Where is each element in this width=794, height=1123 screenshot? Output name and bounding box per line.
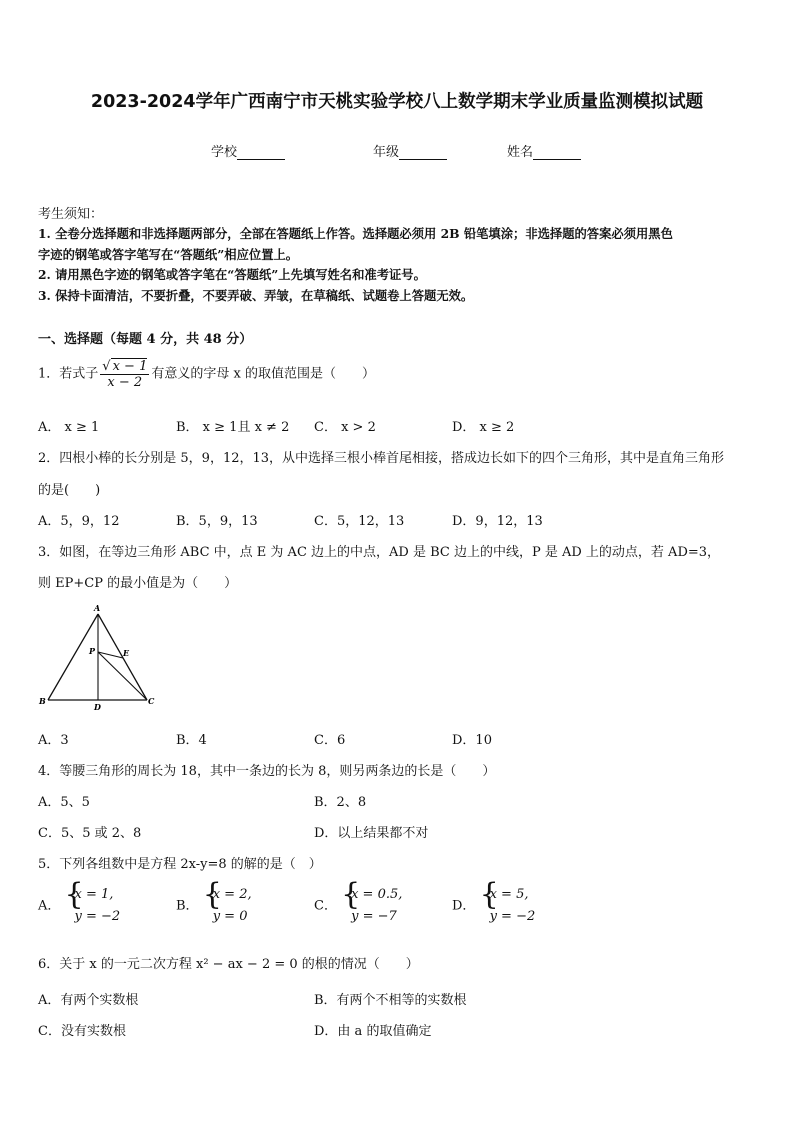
q6-stem: 6．关于 x 的一元二次方程 x² − ax − 2 = 0 的根的情况（ ） [38,957,419,972]
q3-option-a: A．3 [38,733,69,748]
q5-c-eq2: y = −7 [351,909,397,924]
q5-a-label: A． [38,898,61,914]
q6-option-a: A．有两个实数根 [38,993,139,1008]
q2-stem-line-2: 的是( ) [38,483,101,498]
school-label: 学校 [211,145,238,160]
q1-denominator: x − 2 [107,375,143,390]
q5-option-c [314,877,403,928]
segment-pc [98,652,147,700]
triangle-figure [36,602,166,714]
q5-stem: 5．下列各组数中是方程 2x-y=8 的解的是（ ） [38,857,322,872]
exam-title: 2023-2024学年广西南宁市天桃实验学校八上数学期末学业质量监测模拟试题 [90,92,704,112]
q2-option-a: A．5，9，12 [38,514,120,529]
q5-option-a [38,877,121,928]
q1-fraction: $\frac{√ x - 1}{x - 2}$ [102,359,148,390]
q6-option-d: D．由 a 的取值确定 [314,1024,432,1039]
question-1 [38,358,375,390]
q5-a-eq1: x = 1, [74,887,114,902]
notice-item-1-line-1: 1. 全卷分选择题和非选择题两部分，全部在答题纸上作答。选择题必须用 2B 铅笔填涂；非选择题的答案必须用黑色 [38,226,673,241]
q3-option-d: D．10 [452,733,492,748]
q2-option-b: B．5，9，13 [176,514,258,529]
notice-heading: 考生须知： [38,207,104,222]
label-c: C [148,696,155,706]
q5-b-label: B． [176,898,199,914]
school-blank [237,147,285,160]
q5-a-system: { x = 1, y = −2 [65,884,121,928]
q3-option-c: C．6 [314,733,346,748]
q1-numerator: x − 1 [112,359,148,374]
q6-option-b: B．有两个不相等的实数根 [314,993,467,1008]
q1-option-d: D． x ≥ 2 [452,420,515,435]
name-blank [533,147,581,160]
q1-option-a: A． x ≥ 1 [38,420,100,435]
notice-item-1-line-2: 字迹的钢笔或答字笔写在“答题纸”相应位置上。 [38,247,299,262]
label-d: D [94,702,101,712]
q4-option-a: A．5、5 [38,795,90,810]
school-field [211,141,285,160]
side-ab [48,614,98,700]
q5-d-eq1: x = 5, [489,887,529,902]
q5-d-label: D． [452,898,476,914]
q5-c-eq1: x = 0.5, [351,887,403,902]
q5-b-eq1: x = 2, [212,887,252,902]
grade-field [373,141,447,160]
q1-option-c: C． x > 2 [314,420,376,435]
name-label: 姓名 [507,145,534,160]
q3-option-b: B．4 [176,733,207,748]
q5-d-system: { x = 5, y = −2 [480,884,536,928]
q6-option-c: C．没有实数根 [38,1024,126,1039]
q4-option-d: D．以上结果都不对 [314,826,429,841]
q5-a-eq2: y = −2 [74,909,121,924]
q4-stem: 4．等腰三角形的周长为 18，其中一条边的长为 8，则另两条边的长是（ ） [38,764,496,779]
q5-option-d [452,877,536,928]
q1-prefix: 1．若式子 [38,366,99,382]
section-1-heading: 一、选择题（每题 4 分，共 48 分） [38,332,253,347]
q1-option-b: B． x ≥ 1且 x ≠ 2 [176,420,290,435]
q5-c-system: { x = 0.5, y = −7 [341,884,402,928]
grade-label: 年级 [373,145,400,160]
label-p: P [89,646,96,656]
q5-b-eq2: y = 0 [212,909,248,924]
q4-option-c: C．5、5 或 2、8 [38,826,142,841]
label-a: A [94,603,101,613]
q4-option-b: B．2、8 [314,795,367,810]
label-b: B [39,696,46,706]
q5-d-eq2: y = −2 [489,909,536,924]
label-e: E [123,648,130,658]
q5-b-system: { x = 2, y = 0 [203,884,252,928]
q2-option-c: C．5，12，13 [314,514,405,529]
q5-option-b [176,877,252,928]
q5-c-label: C． [314,898,337,914]
q3-stem-line-2: 则 EP+CP 的最小值是为（ ） [38,576,238,591]
q2-stem-line-1: 2．四根小棒的长分别是 5，9，12，13，从中选择三根小棒首尾相接，搭成边长如下的四个三角形，其中是直角三角形 [38,451,725,466]
notice-item-3: 3. 保持卡面清洁，不要折叠，不要弄破、弄皱，在草稿纸、试题卷上答题无效。 [38,288,474,303]
grade-blank [399,147,447,160]
notice-item-2: 2. 请用黑色字迹的钢笔或答字笔在“答题纸”上先填写姓名和准考证号。 [38,267,426,282]
q2-option-d: D．9，12，13 [452,514,543,529]
name-field [507,141,581,160]
q3-stem-line-1: 3．如图，在等边三角形 ABC 中，点 E 为 AC 边上的中点，AD 是 BC 边上的中线，P 是 AD 上的动点，若 AD=3， [38,545,721,560]
q1-suffix: 有意义的字母 x 的取值范围是（ ） [151,366,375,382]
